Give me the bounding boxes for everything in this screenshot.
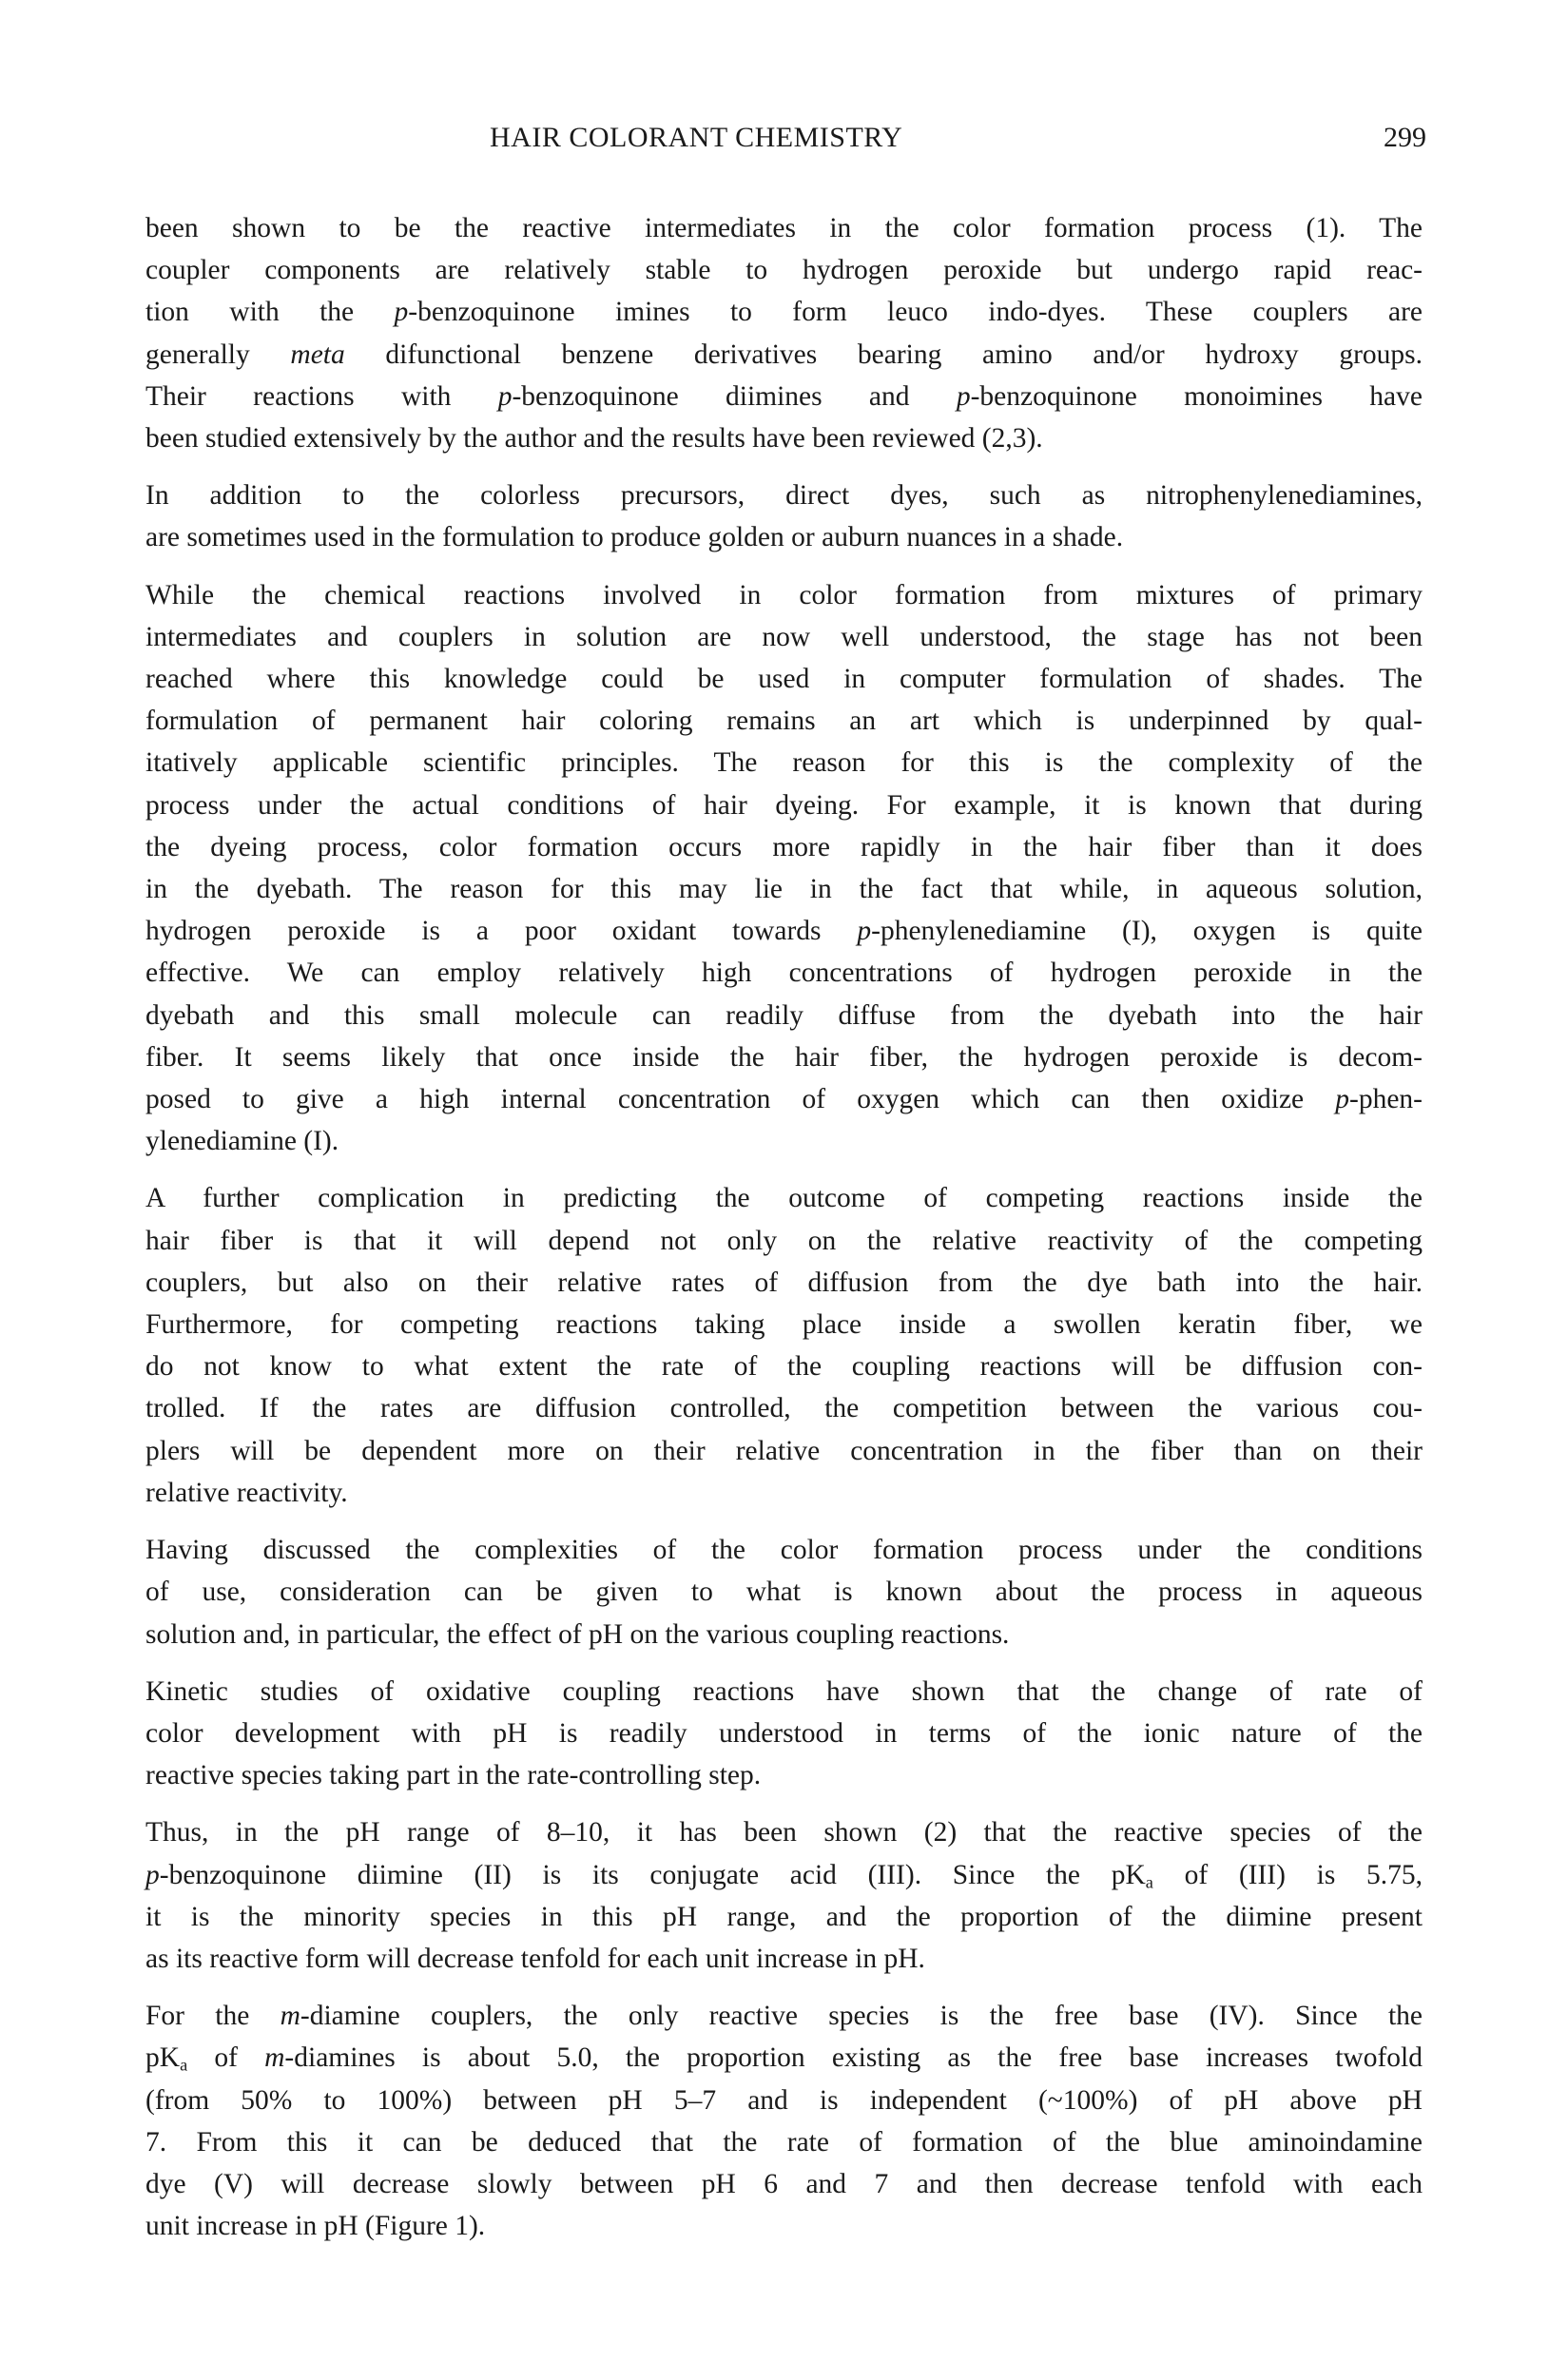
text-line: color development with pH is readily understood in terms of the ionic nature of the (145, 1717, 1423, 1749)
text-line: itatively applicable scientific principles. The reason for this is the complexity of the (145, 747, 1423, 779)
text-line: coupler components are relatively stable to hydrogen peroxide but undergo rapid reac- (145, 255, 1423, 286)
paragraph (145, 207, 1423, 459)
text-line: relative reactivity. (145, 1477, 348, 1508)
text-line: trolled. If the rates are diffusion controlled, the competition between the various cou- (145, 1393, 1423, 1424)
text-line: it is the minority species in this pH range, and the proportion of the diimine present (145, 1901, 1423, 1932)
text-line: solution and, in particular, the effect of pH on the various coupling reactions. (145, 1618, 1010, 1650)
text-line: A further complication in predicting the outcome of competing reactions inside the (145, 1183, 1423, 1214)
text-line: $pK_a$ of m-diamines is about 5.0, the proportion existing as the free base increases twofold (145, 2042, 1423, 2075)
paragraph (145, 1995, 1423, 2247)
text-line: For the m-diamine couplers, the only reactive species is the free base (IV). Since the (145, 2001, 1423, 2032)
text-line: the dyeing process, color formation occurs more rapidly in the hair fiber than it does (145, 831, 1423, 862)
text-line: p-benzoquinone diimine (II) is its conjugate acid (III). Since the $pK_a$ of (III) is 5.75, (145, 1859, 1423, 1892)
text-line: intermediates and couplers in solution are now well understood, the stage has not been (145, 621, 1423, 652)
text-line: reactive species taking part in the rate-controlling step. (145, 1760, 762, 1791)
text-line: are sometimes used in the formulation to produce golden or auburn nuances in a shade. (145, 522, 1124, 553)
text-line: hydrogen peroxide is a poor oxidant towards p-phenylenediamine (I), oxygen is quite (145, 916, 1423, 947)
text-line: as its reactive form will decrease tenfold for each unit increase in pH. (145, 1943, 925, 1974)
text-line: dyebath and this small molecule can readily diffuse from the dyebath into the hair (145, 999, 1423, 1031)
paragraph (145, 1177, 1423, 1514)
text-line: been studied extensively by the author and the results have been reviewed (2,3). (145, 423, 1043, 455)
text-line: posed to give a high internal concentration of oxygen which can then oxidize p-phen- (145, 1084, 1423, 1115)
text-line: hair fiber is that it will depend not only on the relative reactivity of the competing (145, 1225, 1423, 1256)
text-line: While the chemical reactions involved in color formation from mixtures of primary (145, 579, 1423, 610)
text-line: of use, consideration can be given to what is known about the process in aqueous (145, 1577, 1423, 1608)
text-line: tion with the p-benzoquinone imines to form leuco indo-dyes. These couplers are (145, 297, 1423, 328)
text-line: fiber. It seems likely that once inside the hair fiber, the hydrogen peroxide is decom- (145, 1041, 1423, 1073)
text-line: unit increase in pH (Figure 1). (145, 2211, 486, 2242)
text-line: In addition to the colorless precursors, direct dyes, such as nitrophenylenediamines, (145, 480, 1423, 512)
text-line: 7. From this it can be deduced that the rate of formation of the blue aminoindamine (145, 2126, 1423, 2158)
paragraph (145, 1529, 1423, 1655)
text-line: formulation of permanent hair coloring remains an art which is underpinned by qual- (145, 706, 1423, 737)
text-line: been shown to be the reactive intermediates in the color formation process (1). The (145, 213, 1423, 243)
text-line: plers will be dependent more on their relative concentration in the fiber than on their (145, 1435, 1423, 1466)
text-line: Thus, in the pH range of 8–10, it has been shown (2) that the reactive species of the (145, 1817, 1423, 1848)
running-title: HAIR COLORANT CHEMISTRY (490, 122, 903, 153)
page-number: 299 (1384, 122, 1426, 153)
text-line: in the dyebath. The reason for this may lie in the fact that while, in aqueous solution, (145, 874, 1423, 905)
text-line: couplers, but also on their relative rates of diffusion from the dye bath into the hair. (145, 1267, 1423, 1298)
paragraph (145, 474, 1423, 558)
text-line: Having discussed the complexities of the color formation process under the conditions (145, 1535, 1423, 1566)
paragraph (145, 1811, 1423, 1980)
text-line: effective. We can employ relatively high concentrations of hydrogen peroxide in the (145, 958, 1423, 989)
paragraph (145, 1671, 1423, 1797)
text-line: do not know to what extent the rate of the coupling reactions will be diffusion con- (145, 1351, 1423, 1383)
paragraph (145, 574, 1423, 1163)
text-line: dye (V) will decrease slowly between pH 6 and 7 and then decrease tenfold with each (145, 2168, 1423, 2199)
body-text (145, 207, 1423, 2262)
text-line: Kinetic studies of oxidative coupling reactions have shown that the change of rate of (145, 1675, 1423, 1707)
running-head (0, 122, 1568, 160)
text-line: generally meta difunctional benzene derivatives bearing amino and/or hydroxy groups. (145, 339, 1423, 370)
text-line: Their reactions with p-benzoquinone diimines and p-benzoquinone monoimines have (145, 380, 1423, 412)
text-line: process under the actual conditions of hair dyeing. For example, it is known that during (145, 789, 1423, 821)
text-line: Furthermore, for competing reactions taking place inside a swollen keratin fiber, we (145, 1309, 1423, 1341)
text-line: reached where this knowledge could be used in computer formulation of shades. The (145, 664, 1423, 695)
text-line: ylenediamine (I). (145, 1126, 339, 1157)
text-line: (from 50% to 100%) between pH 5–7 and is independent (~100%) of pH above pH (145, 2084, 1423, 2116)
